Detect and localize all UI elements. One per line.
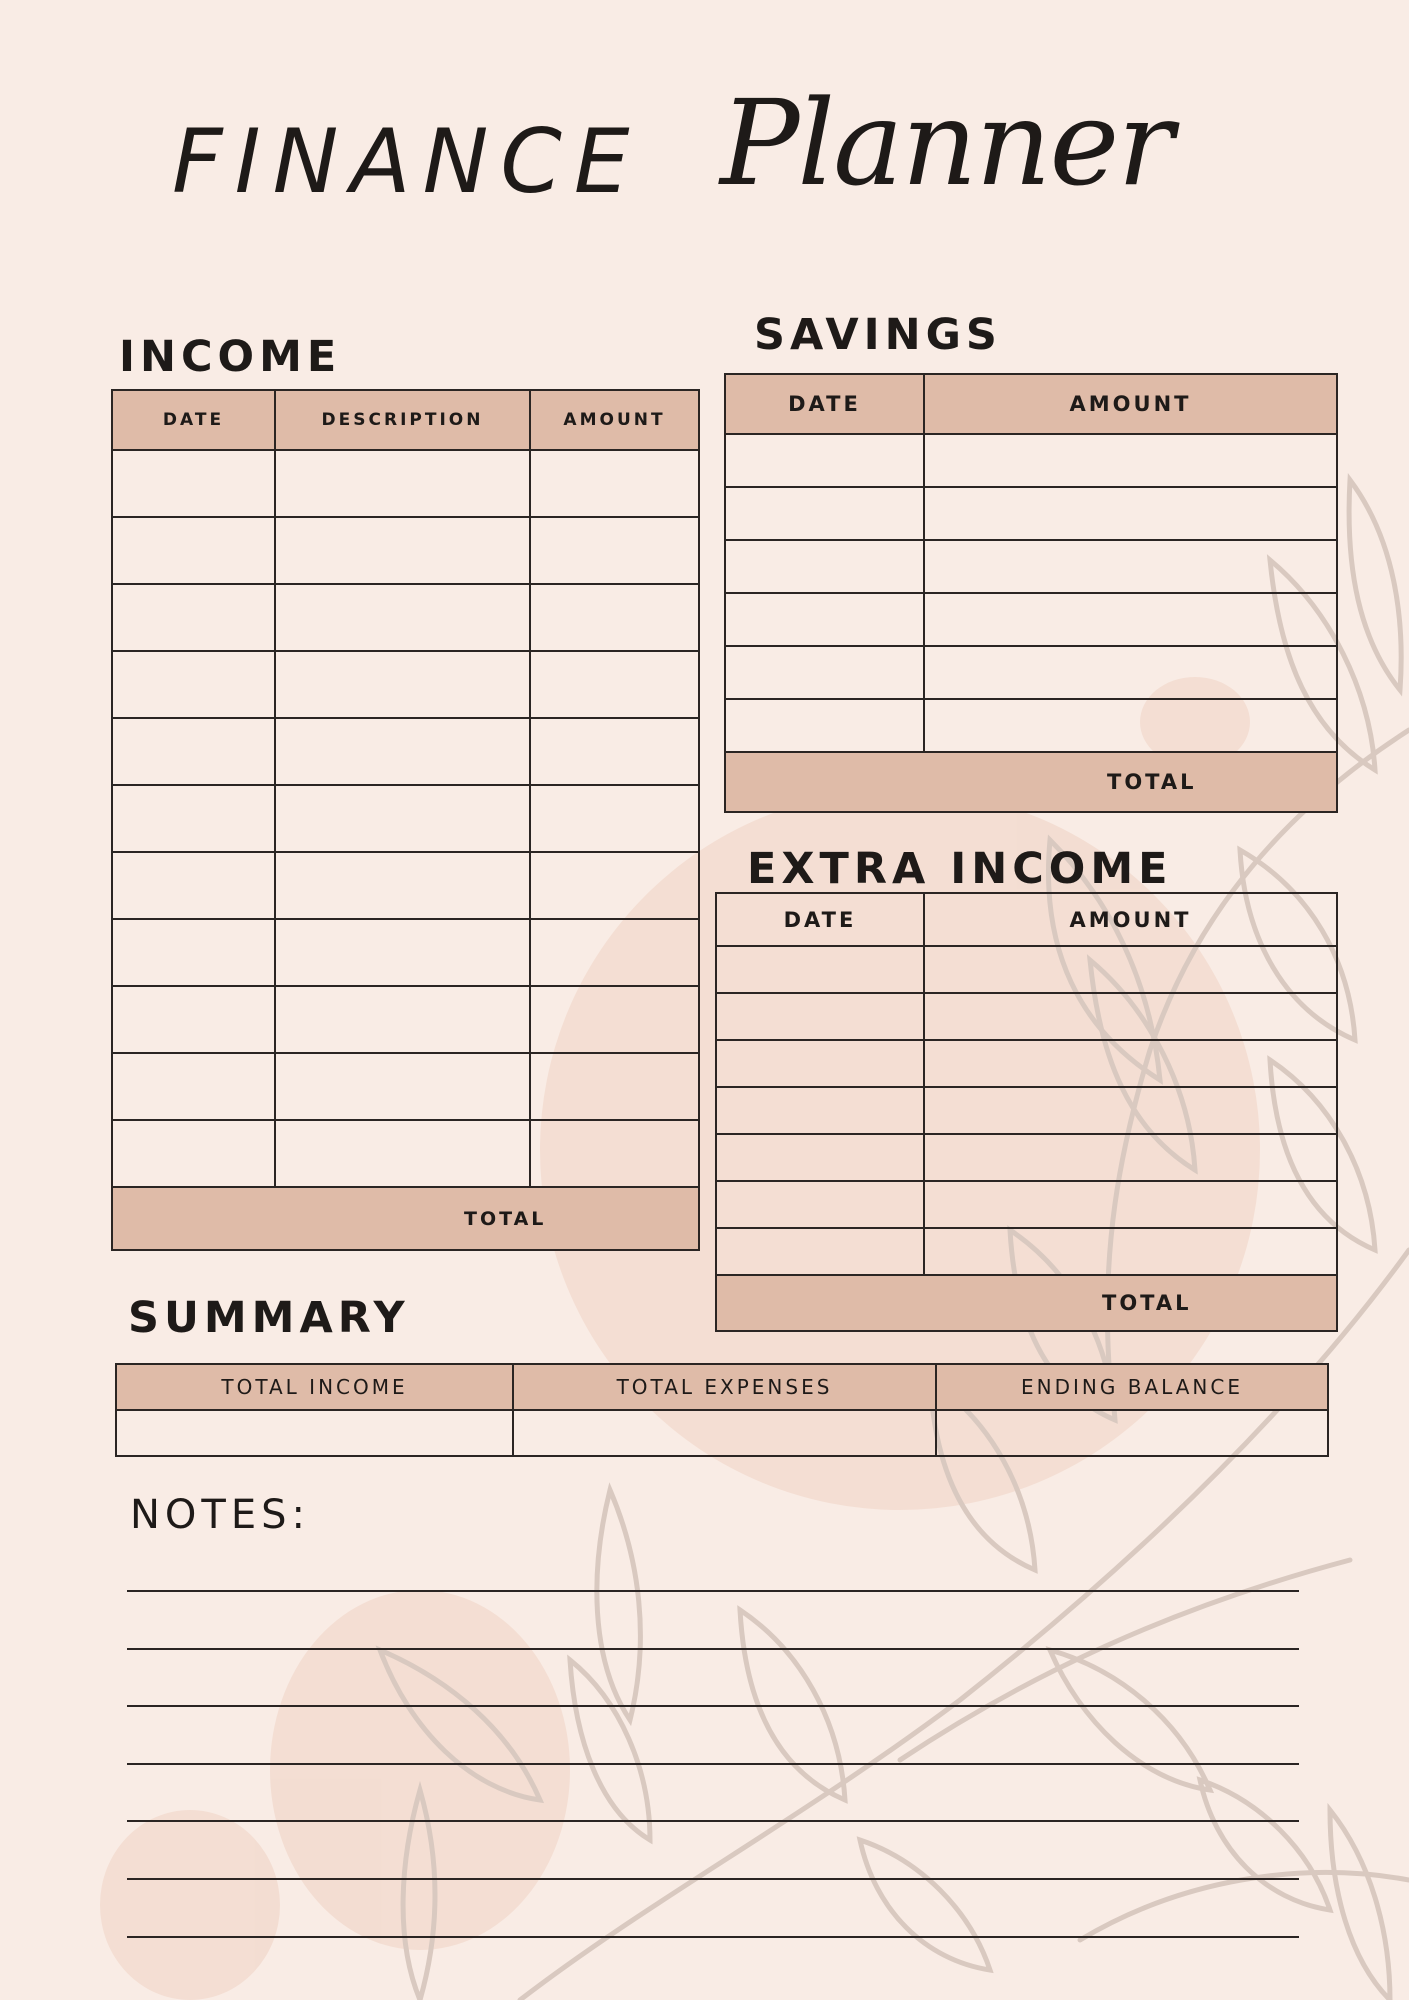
extra-income-cell[interactable] xyxy=(716,1228,924,1275)
extra-income-row xyxy=(716,1228,1337,1275)
income-cell[interactable] xyxy=(275,718,530,785)
savings-heading: SAVINGS xyxy=(754,310,1002,360)
income-cell[interactable] xyxy=(112,1120,275,1187)
summary-table xyxy=(115,1363,1329,1457)
income-cell[interactable] xyxy=(275,919,530,986)
savings-cell[interactable] xyxy=(725,646,924,699)
savings-row xyxy=(725,434,1337,487)
savings-cell[interactable] xyxy=(924,699,1337,752)
income-cell[interactable] xyxy=(112,517,275,584)
savings-row xyxy=(725,487,1337,540)
income-heading: INCOME xyxy=(119,332,342,382)
summary-total-expenses-cell[interactable] xyxy=(513,1410,936,1456)
summary-heading: SUMMARY xyxy=(128,1293,410,1343)
income-row xyxy=(112,718,699,785)
extra-income-row xyxy=(716,1040,1337,1087)
notes-line[interactable] xyxy=(127,1648,1299,1650)
income-cell[interactable] xyxy=(275,651,530,718)
income-cell[interactable] xyxy=(530,651,699,718)
savings-cell[interactable] xyxy=(725,487,924,540)
income-row xyxy=(112,651,699,718)
income-cell[interactable] xyxy=(530,919,699,986)
extra-income-row xyxy=(716,1134,1337,1181)
savings-row xyxy=(725,593,1337,646)
income-cell[interactable] xyxy=(275,986,530,1053)
savings-cell[interactable] xyxy=(725,540,924,593)
notes-line[interactable] xyxy=(127,1820,1299,1822)
savings-cell[interactable] xyxy=(725,434,924,487)
extra-income-table xyxy=(715,892,1338,1332)
extra-income-cell[interactable] xyxy=(716,946,924,993)
income-row xyxy=(112,584,699,651)
extra-income-col-date: DATE xyxy=(716,893,924,946)
title-finance: FINANCE xyxy=(172,110,642,213)
income-cell[interactable] xyxy=(275,1120,530,1187)
income-cell[interactable] xyxy=(112,718,275,785)
extra-income-row xyxy=(716,1087,1337,1134)
extra-income-cell[interactable] xyxy=(716,993,924,1040)
income-row xyxy=(112,1053,699,1120)
extra-income-cell[interactable] xyxy=(924,1087,1337,1134)
extra-income-header-row xyxy=(716,893,1337,946)
extra-income-row xyxy=(716,993,1337,1040)
income-row xyxy=(112,919,699,986)
income-cell[interactable] xyxy=(530,1053,699,1120)
income-cell[interactable] xyxy=(530,517,699,584)
income-cell[interactable] xyxy=(530,450,699,517)
savings-col-amount: AMOUNT xyxy=(924,374,1337,434)
income-cell[interactable] xyxy=(112,785,275,852)
notes-line[interactable] xyxy=(127,1590,1299,1592)
income-cell[interactable] xyxy=(530,986,699,1053)
income-cell[interactable] xyxy=(112,852,275,919)
summary-col-total-income: TOTAL INCOME xyxy=(116,1364,513,1410)
savings-cell[interactable] xyxy=(725,699,924,752)
extra-income-cell[interactable] xyxy=(924,993,1337,1040)
income-row xyxy=(112,517,699,584)
income-col-date: DATE xyxy=(112,390,275,450)
savings-cell[interactable] xyxy=(725,593,924,646)
savings-row xyxy=(725,646,1337,699)
income-total-label: TOTAL xyxy=(112,1187,699,1250)
income-cell[interactable] xyxy=(275,1053,530,1120)
income-cell[interactable] xyxy=(112,986,275,1053)
extra-income-row xyxy=(716,1181,1337,1228)
notes-line[interactable] xyxy=(127,1878,1299,1880)
income-cell[interactable] xyxy=(275,852,530,919)
notes-heading: NOTES: xyxy=(130,1492,310,1538)
income-row xyxy=(112,785,699,852)
extra-income-cell[interactable] xyxy=(716,1087,924,1134)
extra-income-cell[interactable] xyxy=(924,1181,1337,1228)
notes-line[interactable] xyxy=(127,1705,1299,1707)
income-cell[interactable] xyxy=(275,584,530,651)
savings-cell[interactable] xyxy=(924,593,1337,646)
income-cell[interactable] xyxy=(275,785,530,852)
income-row xyxy=(112,852,699,919)
savings-table xyxy=(724,373,1338,813)
income-cell[interactable] xyxy=(112,651,275,718)
income-cell[interactable] xyxy=(112,584,275,651)
savings-row xyxy=(725,699,1337,752)
income-table xyxy=(111,389,700,1251)
extra-income-cell[interactable] xyxy=(716,1040,924,1087)
summary-total-income-cell[interactable] xyxy=(116,1410,513,1456)
income-row xyxy=(112,986,699,1053)
savings-cell[interactable] xyxy=(924,646,1337,699)
notes-line[interactable] xyxy=(127,1936,1299,1938)
income-header-row xyxy=(112,390,699,450)
income-col-amount: AMOUNT xyxy=(530,390,699,450)
extra-income-cell[interactable] xyxy=(924,1228,1337,1275)
summary-value-row xyxy=(116,1410,1328,1456)
savings-total-label: TOTAL xyxy=(725,752,1337,812)
income-cell[interactable] xyxy=(530,718,699,785)
income-cell[interactable] xyxy=(530,1120,699,1187)
summary-col-ending-balance: ENDING BALANCE xyxy=(936,1364,1328,1410)
income-col-description: DESCRIPTION xyxy=(275,390,530,450)
income-cell[interactable] xyxy=(112,919,275,986)
extra-income-heading: EXTRA INCOME xyxy=(747,844,1173,894)
income-cell[interactable] xyxy=(275,450,530,517)
income-total-row xyxy=(112,1187,699,1250)
income-cell[interactable] xyxy=(275,517,530,584)
savings-header-row xyxy=(725,374,1337,434)
income-row xyxy=(112,1120,699,1187)
income-cell[interactable] xyxy=(530,584,699,651)
extra-income-cell[interactable] xyxy=(924,1040,1337,1087)
savings-total-row xyxy=(725,752,1337,812)
savings-row xyxy=(725,540,1337,593)
extra-income-cell[interactable] xyxy=(716,1181,924,1228)
income-cell[interactable] xyxy=(112,1053,275,1120)
summary-header-row xyxy=(116,1364,1328,1410)
income-cell[interactable] xyxy=(530,852,699,919)
extra-income-col-amount: AMOUNT xyxy=(924,893,1337,946)
savings-col-date: DATE xyxy=(725,374,924,434)
income-row xyxy=(112,450,699,517)
income-cell[interactable] xyxy=(112,450,275,517)
savings-cell[interactable] xyxy=(924,487,1337,540)
summary-ending-balance-cell[interactable] xyxy=(936,1410,1328,1456)
savings-cell[interactable] xyxy=(924,540,1337,593)
summary-col-total-expenses: TOTAL EXPENSES xyxy=(513,1364,936,1410)
income-cell[interactable] xyxy=(530,785,699,852)
title-planner-script: Planner xyxy=(720,74,1172,212)
extra-income-cell[interactable] xyxy=(716,1134,924,1181)
extra-income-cell[interactable] xyxy=(924,946,1337,993)
extra-income-row xyxy=(716,946,1337,993)
notes-line[interactable] xyxy=(127,1763,1299,1765)
savings-cell[interactable] xyxy=(924,434,1337,487)
extra-income-total-label: TOTAL xyxy=(716,1275,1337,1331)
extra-income-cell[interactable] xyxy=(924,1134,1337,1181)
extra-income-total-row xyxy=(716,1275,1337,1331)
